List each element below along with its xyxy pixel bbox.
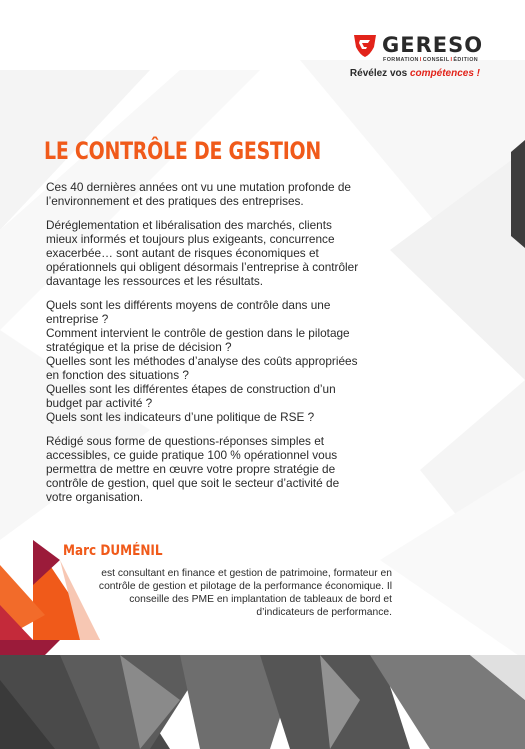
body-text — [46, 180, 366, 514]
intro-paragraph: Ces 40 dernières années ont vu une mutation profonde de l’environnement et des pratiques des entreprises. — [46, 180, 351, 208]
question-item: Quelles sont les méthodes d’analyse des coûts appropriées en fonction des situations ? — [46, 354, 358, 382]
conclusion-paragraph: Rédigé sous forme de questions-réponses simples et accessibles, ce guide pratique 100 % opérationnel vous permettra de mettre en œuvre votre propre stratégie de contrôle de gestion, quel que soit le secteur d’activité de votre organisation. — [46, 434, 340, 504]
gereso-shield-icon — [352, 32, 378, 58]
author-bio: est consultant en finance et gestion de patrimoine, formateur en contrôle de gestion et pilotage de la performance économique. Il conseille des PME en implantation de tableaux de bord et d’indicateurs de performance. — [98, 568, 392, 618]
brand-name: GERESO — [382, 33, 484, 57]
page-title: LE CONTRÔLE DE GESTION — [44, 137, 322, 165]
question-item: Quels sont les indicateurs d’une politique de RSE ? — [46, 410, 315, 424]
brand-tagline: Révélez vos compétences ! — [349, 68, 480, 79]
question-item: Quels sont les différents moyens de contrôle dans une entreprise ? — [46, 298, 331, 326]
brand-subtitle: FORMATIONICONSEILIÉDITION — [383, 57, 479, 63]
question-item: Quelles sont les différentes étapes de construction d’un budget par activité ? — [46, 382, 336, 410]
question-item: Comment intervient le contrôle de gestion dans le pilotage stratégique et la prise de décision ? — [46, 326, 350, 354]
author-name: Marc DUMÉNIL — [63, 543, 163, 559]
context-paragraph: Déréglementation et libéralisation des marchés, clients mieux informés et toujours plus exigeants, concurrence exacerbée… sont autant de risques économiques et opérationnels qui obligent désormais l’entreprise à contrôler davantage les ressources et les résultats. — [46, 218, 359, 288]
question-list — [46, 298, 366, 424]
